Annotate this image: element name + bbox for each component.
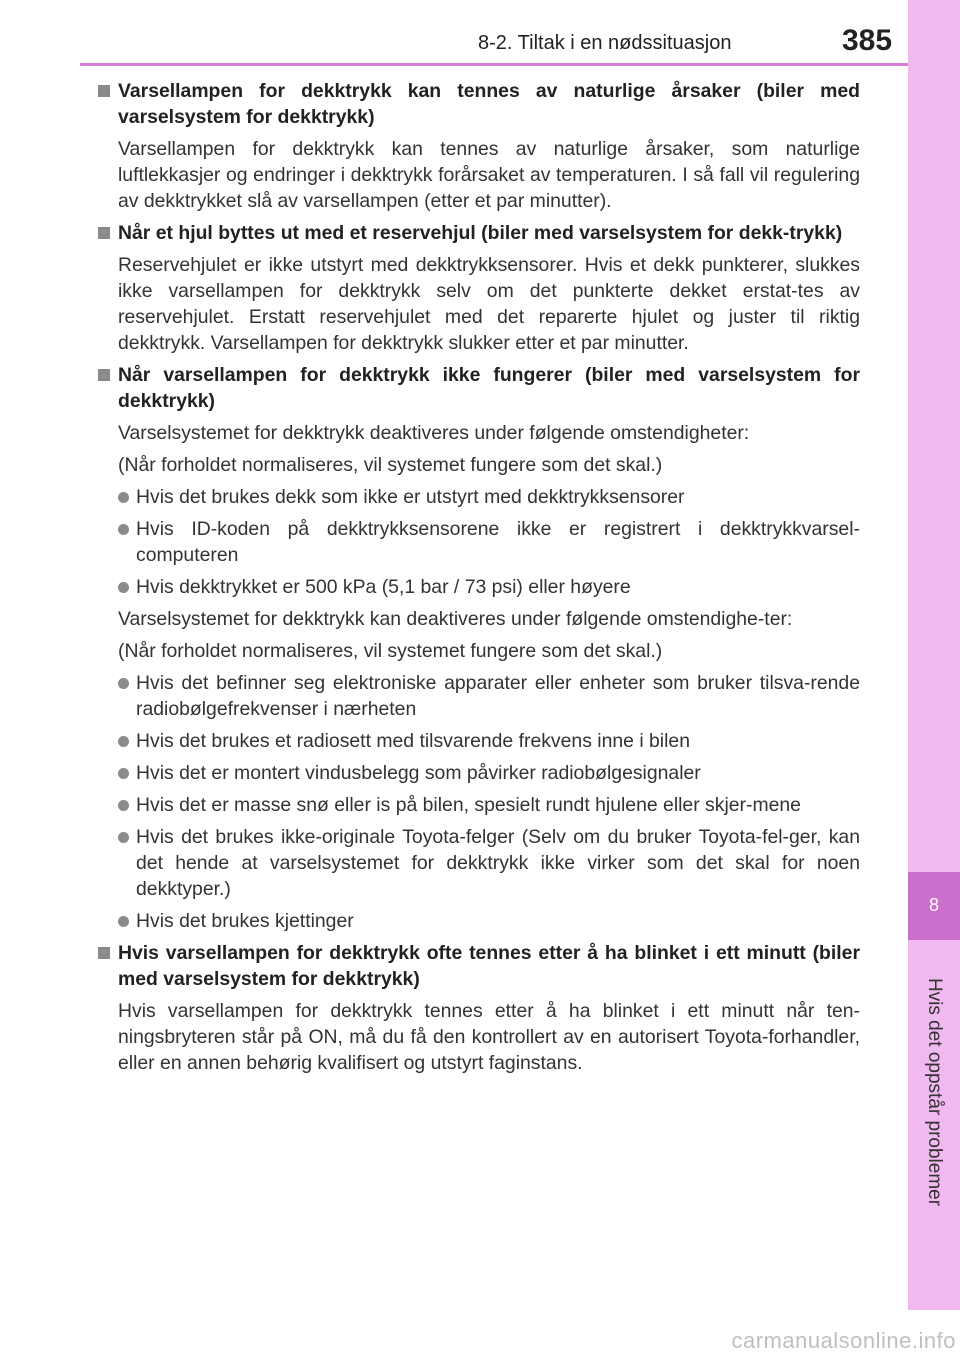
section-heading-text: Når et hjul byttes ut med et reservehjul (biler med varselsystem for dekk-trykk) [118,222,843,244]
paragraph: Varsellampen for dekktrykk kan tennes av naturlige årsaker, som naturlige luftlekkasjer og endringer i dekktrykk forårsaket av temperaturen. I så fall vil regulering av dekktrykket slå av varsellampen (etter et par minutter). [118,138,860,212]
round-bullet-icon [118,916,129,927]
list-item [96,516,860,568]
page-number: 385 [842,24,893,57]
paragraph-note: (Når forholdet normaliseres, vil systemet fungere som det skal.) [118,640,663,662]
list-item [96,574,860,600]
round-bullet-icon [118,832,129,843]
round-bullet-icon [118,736,129,747]
list-item-text: Hvis det brukes dekk som ikke er utstyrt med dekktrykksensorer [136,486,685,508]
round-bullet-icon [118,492,129,503]
list-item [96,728,860,754]
paragraph: Varselsystemet for dekktrykk kan deaktiveres under følgende omstendighe-ter: [118,608,793,630]
section-heading [96,362,860,414]
header-section-title: 8-2. Tiltak i en nødssituasjon [478,32,732,54]
chapter-title: Hvis det oppstår problemer [924,977,945,1207]
section-heading-text: Hvis varsellampen for dekktrykk ofte tennes etter å ha blinket i ett minutt (biler med varselsystem for dekktrykk) [118,942,860,990]
list-item [96,760,860,786]
square-bullet-icon [98,85,110,97]
section-heading [96,78,860,130]
list-item-text: Hvis ID-koden på dekktrykksensorene ikke er registrert i dekktrykkvarsel-computeren [136,518,860,566]
header-rule [80,63,908,66]
list-item-text: Hvis det er masse snø eller is på bilen, spesielt rundt hjulene eller skjer-mene [136,794,801,816]
list-item-text: Hvis det brukes ikke-originale Toyota-felger (Selv om du bruker Toyota-fel-ger, kan det hende at varselsystemet for dekktrykk ikke virker som det skal for noen dekktyper.) [136,826,860,900]
list-item [96,484,860,510]
round-bullet-icon [118,524,129,535]
paragraph-note: (Når forholdet normaliseres, vil systemet fungere som det skal.) [118,454,663,476]
list-item-text: Hvis det brukes et radiosett med tilsvarende frekvens inne i bilen [136,730,690,752]
paragraph: Hvis varsellampen for dekktrykk tennes etter å ha blinket i ett minutt når ten-ningsbryteren står på ON, må du få den kontrollert av en autorisert Toyota-forhandler, eller en annen behørig kvalifisert og utstyrt faginstans. [118,1000,860,1074]
list-item [96,824,860,902]
round-bullet-icon [118,800,129,811]
list-item-text: Hvis det befinner seg elektroniske apparater eller enheter som bruker tilsva-rende radiobølgefrekvenser i nærheten [136,672,860,720]
list-item [96,792,860,818]
list-item [96,670,860,722]
square-bullet-icon [98,227,110,239]
list-item-text: Hvis det er montert vindusbelegg som påvirker radiobølgesignaler [136,762,701,784]
section-heading-text: Når varsellampen for dekktrykk ikke fungerer (biler med varselsystem for dekktrykk) [118,364,860,412]
page-content [96,78,860,1082]
list-item [96,908,860,934]
section-heading [96,220,860,246]
round-bullet-icon [118,678,129,689]
paragraph: Reservehjulet er ikke utstyrt med dekktrykksensorer. Hvis et dekk punkterer, slukkes ikke varsellampen for dekktrykk selv om det punkterte dekket erstat-tes av reservehjulet. Erstatt reservehjulet med det reparerte hjulet og juster til riktig dekktrykk. Varsellampen for dekktrykk slukker etter et par minutter. [118,254,860,354]
round-bullet-icon [118,768,129,779]
list-item-text: Hvis dekktrykket er 500 kPa (5,1 bar / 73 psi) eller høyere [136,576,631,598]
watermark: carmanualsonline.info [731,1328,956,1353]
section-heading [96,940,860,992]
section-heading-text: Varsellampen for dekktrykk kan tennes av naturlige årsaker (biler med varselsystem for dekktrykk) [118,80,860,128]
list-item-text: Hvis det brukes kjettinger [136,910,354,932]
chapter-number: 8 [928,895,939,915]
paragraph: Varselsystemet for dekktrykk deaktiveres under følgende omstendigheter: [118,422,750,444]
square-bullet-icon [98,369,110,381]
square-bullet-icon [98,947,110,959]
round-bullet-icon [118,582,129,593]
